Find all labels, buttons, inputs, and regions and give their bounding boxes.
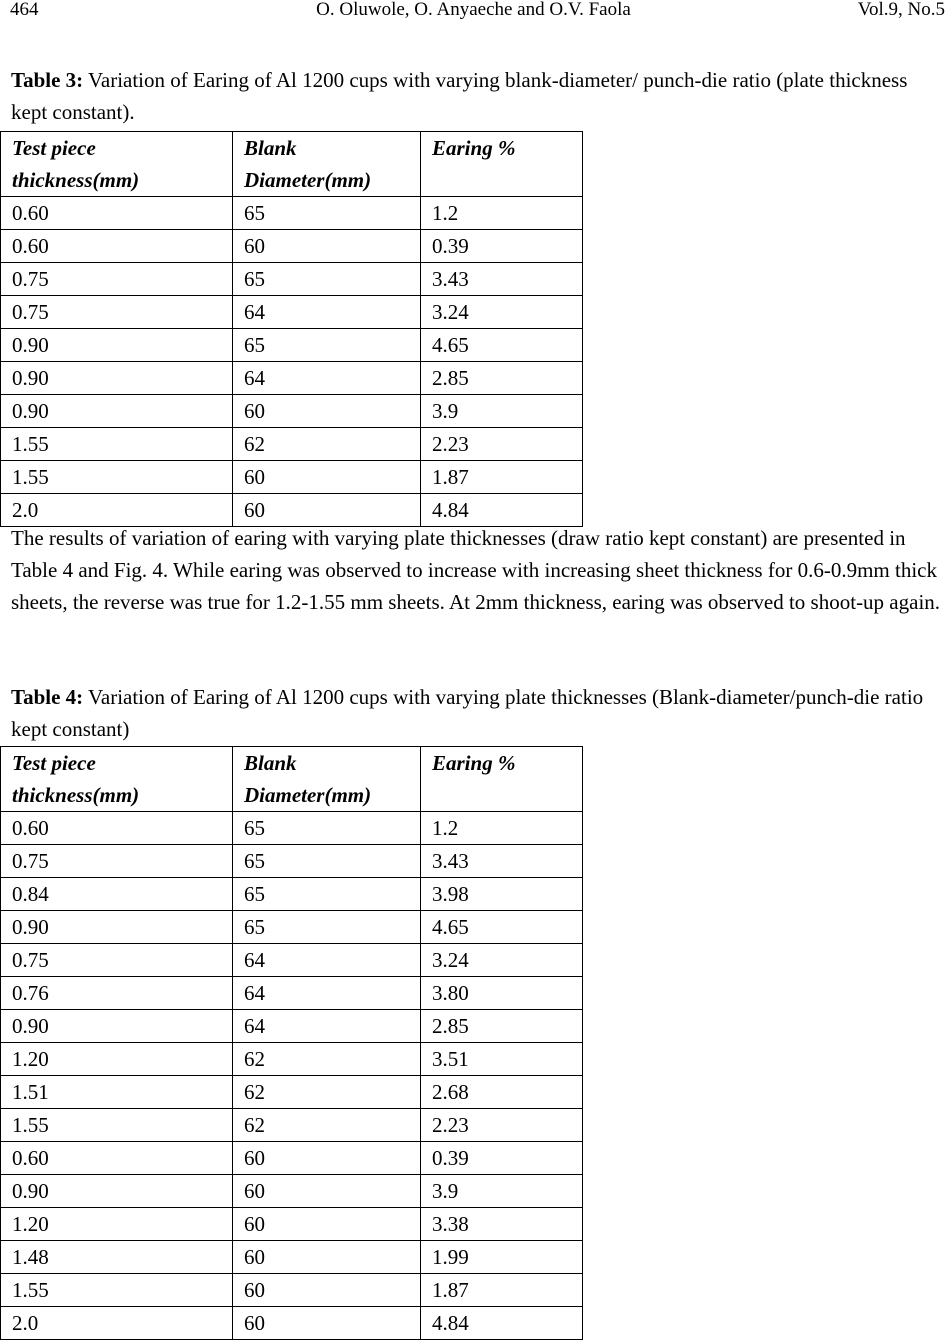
cell-thickness: 0.60: [1, 812, 233, 845]
running-authors: O. Oluwole, O. Anyaeche and O.V. Faola: [316, 0, 631, 20]
column-header-earing: Earing %: [421, 132, 583, 197]
cell-earing: 3.38: [421, 1208, 583, 1241]
cell-thickness: 1.55: [1, 461, 233, 494]
cell-thickness: 0.60: [1, 1142, 233, 1175]
cell-earing: 3.98: [421, 878, 583, 911]
cell-earing: 1.2: [421, 197, 583, 230]
cell-blank-diameter: 65: [233, 911, 421, 944]
cell-thickness: 2.0: [1, 1307, 233, 1340]
cell-blank-diameter: 60: [233, 395, 421, 428]
column-header-blank-diameter: Blank Diameter(mm): [233, 132, 421, 197]
column-header-thickness: Test piece thickness(mm): [1, 747, 233, 812]
table4: [0, 746, 583, 1340]
column-header-blank-diameter: Blank Diameter(mm): [233, 747, 421, 812]
cell-blank-diameter: 62: [233, 1109, 421, 1142]
cell-blank-diameter: 60: [233, 1241, 421, 1274]
table-row: [1, 878, 583, 911]
cell-thickness: 1.51: [1, 1076, 233, 1109]
cell-blank-diameter: 65: [233, 329, 421, 362]
table3: [0, 131, 583, 527]
table-header-row: [1, 747, 583, 812]
table-row: [1, 1010, 583, 1043]
cell-earing: 1.87: [421, 1274, 583, 1307]
cell-blank-diameter: 62: [233, 1043, 421, 1076]
cell-thickness: 0.75: [1, 944, 233, 977]
table-row: [1, 230, 583, 263]
cell-thickness: 1.20: [1, 1208, 233, 1241]
table3-caption-text: Variation of Earing of Al 1200 cups with varying blank-diameter/ punch-die ratio (plate thickness kept constant).: [11, 68, 908, 124]
table-row: [1, 944, 583, 977]
cell-thickness: 0.90: [1, 911, 233, 944]
table3-caption: [11, 64, 947, 128]
table-header-row: [1, 132, 583, 197]
table3-caption-label: Table 3:: [11, 68, 84, 92]
cell-earing: 3.9: [421, 1175, 583, 1208]
cell-blank-diameter: 60: [233, 1142, 421, 1175]
cell-earing: 1.2: [421, 812, 583, 845]
cell-thickness: 0.76: [1, 977, 233, 1010]
page-number: 464: [10, 0, 39, 20]
table-row: [1, 197, 583, 230]
table-row: [1, 428, 583, 461]
table-row: [1, 1142, 583, 1175]
cell-earing: 3.51: [421, 1043, 583, 1076]
cell-earing: 2.85: [421, 1010, 583, 1043]
table-row: [1, 461, 583, 494]
cell-blank-diameter: 65: [233, 812, 421, 845]
cell-thickness: 0.90: [1, 1010, 233, 1043]
cell-blank-diameter: 64: [233, 362, 421, 395]
volume-label: Vol.9, No.5: [857, 0, 945, 20]
cell-earing: 4.65: [421, 329, 583, 362]
table-row: [1, 1307, 583, 1340]
table-row: [1, 845, 583, 878]
table-row: [1, 1208, 583, 1241]
cell-blank-diameter: 60: [233, 494, 421, 527]
cell-earing: 2.85: [421, 362, 583, 395]
cell-thickness: 0.84: [1, 878, 233, 911]
table-row: [1, 296, 583, 329]
cell-thickness: 0.75: [1, 263, 233, 296]
cell-blank-diameter: 60: [233, 230, 421, 263]
table4-caption-text: Variation of Earing of Al 1200 cups with varying plate thicknesses (Blank-diameter/punch-die ratio kept constant): [11, 685, 924, 741]
cell-earing: 1.99: [421, 1241, 583, 1274]
cell-earing: 0.39: [421, 230, 583, 263]
table-row: [1, 977, 583, 1010]
cell-blank-diameter: 62: [233, 428, 421, 461]
cell-earing: 3.24: [421, 296, 583, 329]
column-header-earing: Earing %: [421, 747, 583, 812]
cell-thickness: 1.55: [1, 1109, 233, 1142]
cell-earing: 4.84: [421, 1307, 583, 1340]
cell-blank-diameter: 60: [233, 1307, 421, 1340]
cell-earing: 2.23: [421, 428, 583, 461]
cell-blank-diameter: 65: [233, 197, 421, 230]
table-row: [1, 362, 583, 395]
table4-caption: [11, 681, 947, 745]
column-header-thickness: Test piece thickness(mm): [1, 132, 233, 197]
cell-thickness: 1.55: [1, 1274, 233, 1307]
table-row: [1, 395, 583, 428]
cell-earing: 2.23: [421, 1109, 583, 1142]
cell-blank-diameter: 64: [233, 977, 421, 1010]
table-row: [1, 1274, 583, 1307]
cell-earing: 1.87: [421, 461, 583, 494]
cell-blank-diameter: 64: [233, 944, 421, 977]
cell-thickness: 2.0: [1, 494, 233, 527]
cell-thickness: 1.55: [1, 428, 233, 461]
cell-thickness: 0.75: [1, 845, 233, 878]
cell-earing: 3.80: [421, 977, 583, 1010]
table-row: [1, 1241, 583, 1274]
cell-blank-diameter: 64: [233, 296, 421, 329]
cell-blank-diameter: 64: [233, 1010, 421, 1043]
cell-earing: 0.39: [421, 1142, 583, 1175]
table4-body: [1, 812, 583, 1340]
cell-thickness: 0.90: [1, 362, 233, 395]
table-row: [1, 1076, 583, 1109]
cell-blank-diameter: 65: [233, 845, 421, 878]
cell-thickness: 0.60: [1, 197, 233, 230]
cell-blank-diameter: 60: [233, 1208, 421, 1241]
table4-caption-label: Table 4:: [11, 685, 84, 709]
cell-thickness: 0.90: [1, 1175, 233, 1208]
cell-earing: 3.24: [421, 944, 583, 977]
cell-earing: 4.84: [421, 494, 583, 527]
table-row: [1, 329, 583, 362]
cell-earing: 3.43: [421, 263, 583, 296]
cell-thickness: 0.60: [1, 230, 233, 263]
cell-blank-diameter: 60: [233, 1274, 421, 1307]
cell-earing: 3.9: [421, 395, 583, 428]
cell-blank-diameter: 65: [233, 263, 421, 296]
cell-blank-diameter: 60: [233, 1175, 421, 1208]
cell-blank-diameter: 65: [233, 878, 421, 911]
table-row: [1, 812, 583, 845]
cell-earing: 2.68: [421, 1076, 583, 1109]
table3-body: [1, 197, 583, 527]
page-header: [0, 0, 947, 26]
table-row: [1, 1175, 583, 1208]
cell-thickness: 0.90: [1, 395, 233, 428]
cell-thickness: 1.20: [1, 1043, 233, 1076]
table-row: [1, 263, 583, 296]
table-row: [1, 1043, 583, 1076]
cell-blank-diameter: 62: [233, 1076, 421, 1109]
cell-thickness: 1.48: [1, 1241, 233, 1274]
table-row: [1, 1109, 583, 1142]
cell-thickness: 0.90: [1, 329, 233, 362]
cell-thickness: 0.75: [1, 296, 233, 329]
cell-blank-diameter: 60: [233, 461, 421, 494]
table-row: [1, 911, 583, 944]
cell-earing: 4.65: [421, 911, 583, 944]
cell-earing: 3.43: [421, 845, 583, 878]
body-paragraph: The results of variation of earing with varying plate thicknesses (draw ratio kept constant) are presented in Table 4 and Fig. 4. While earing was observed to increase with increasing sheet thickness for 0.6-0.9mm thick sheets, the reverse was true for 1.2-1.55 mm sheets. At 2mm thickness, earing was observed to shoot-up again.: [11, 526, 941, 614]
